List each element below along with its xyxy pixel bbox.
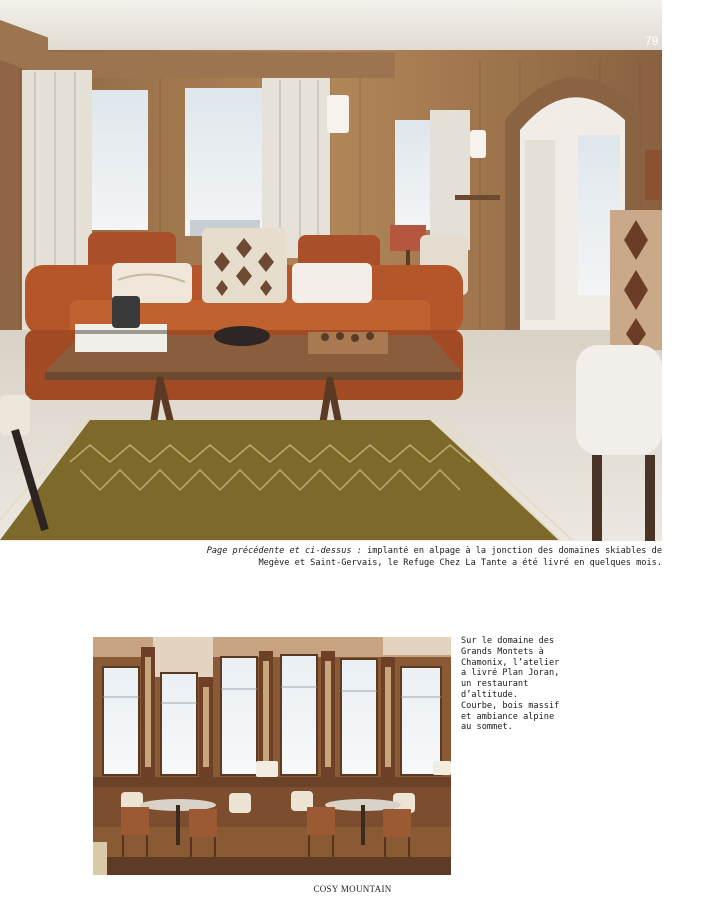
magazine-footer: COSY MOUNTAIN (313, 884, 392, 894)
restaurant-illustration (93, 637, 451, 875)
caption-lead: Page précédente et ci-dessus : (206, 546, 362, 556)
restaurant-photo (93, 637, 451, 875)
restaurant-caption: Sur le domaine des Grands Montets à Chamonix, l’atelier a livré Plan Joran, un restaurant d’altitude. Courbe, bois massif et ambiance alpine au sommet. (461, 636, 560, 733)
main-photo-caption (182, 545, 662, 569)
caption-body: implanté en alpage à la jonction des domaines skiables de Megève et Saint-Gervais, le Refuge Chez La Tante a été livré en quelques mois. (258, 546, 662, 568)
page-number: 79 (645, 34, 659, 48)
